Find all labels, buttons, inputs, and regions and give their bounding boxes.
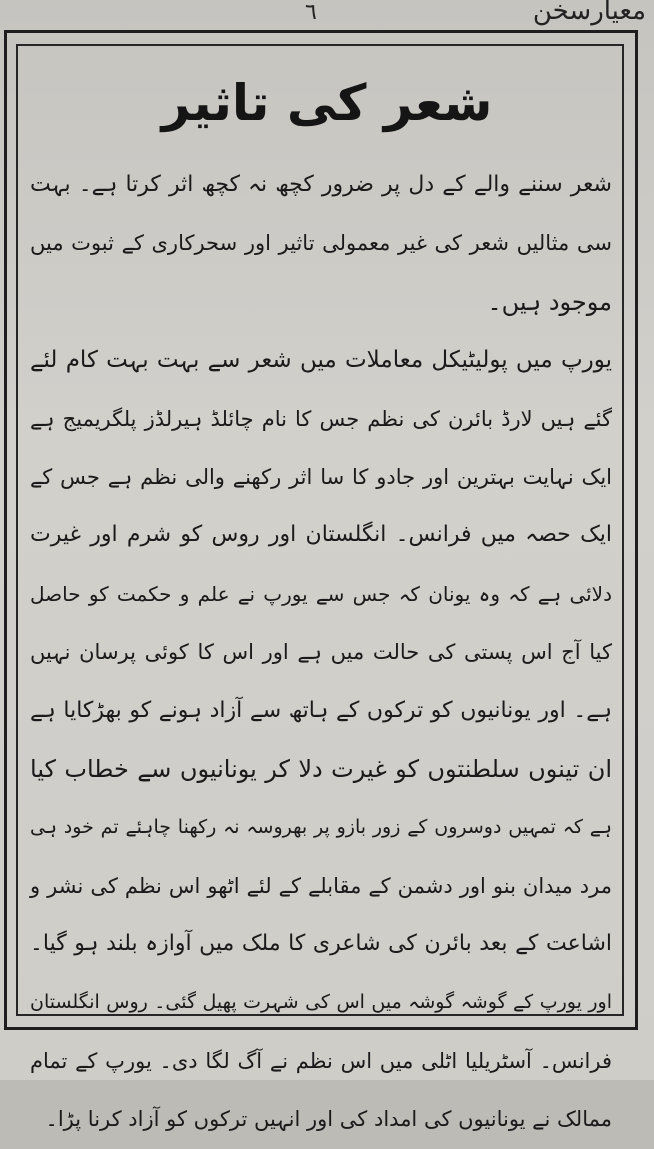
text-line: گئے ہیں لارڈ بائرن کی نظم جس کا نام چائلڈ ہیرلڈز پلگریمیج ہے [30,406,612,431]
text-line: موجود ہیں۔ [487,287,612,316]
text-line: شعر سننے والے کے دل پر ضرور کچھ نہ کچھ اثر کرتا ہے۔ بہت [30,172,612,197]
text-line: ممالک نے یونانیوں کی امداد کی اور انہیں ترکوں کو آزاد کرنا پڑا۔ [45,1107,612,1132]
article-body [30,156,612,1149]
running-head: معیارسخن [532,0,646,26]
text-line: ایک حصہ میں فرانس۔ انگلستان اور روس کو شرم اور غیرت [30,522,612,548]
text-line: اشاعت کے بعد بائرن کی شاعری کا ملک میں آوازہ بلند ہو گیا۔ [30,931,612,957]
page-header [0,0,654,30]
page-number: ٦ [305,0,317,25]
paragraph-2 [30,331,612,1148]
text-line: سی مثالیں شعر کی غیر معمولی تاثیر اور سحرکاری کے ثبوت میں [30,231,612,256]
text-line: ہے کہ تمہیں دوسروں کے زور بازو پر بھروسہ نہ رکھنا چاہئے تم خود ہی [30,816,612,839]
text-line: فرانس۔ آسٹریلیا اٹلی میں اس نظم نے آگ لگا دی۔ یورپ کے تمام [30,1048,612,1073]
paragraph-1 [30,156,612,331]
article-title: شعر کی تاثیر [161,74,493,132]
text-line: یورپ میں پولیٹیکل معاملات میں شعر سے بہت بہت کام لئے [30,347,612,374]
text-line: مرد میدان بنو اور دشمن کے مقابلے کے لئے اٹھو اس نظم کی نشر و [30,873,612,898]
text-line: ان تینوں سلطنتوں کو غیرت دلا کر یونانیوں سے خطاب کیا [30,754,612,783]
text-line: دلائی ہے کہ وہ یونان کہ جس سے یورپ نے علم و حکمت کو حاصل [30,581,612,606]
text-line: ایک نہایت بہترین اور جادو کا سا اثر رکھنے والی نظم ہے جس کے [30,464,612,489]
text-line: ہے۔ اور یونانیوں کو ترکوں کے ہاتھ سے آزاد ہونے کو بھڑکایا ہے [30,697,612,723]
text-line: اور یورپ کے گوشہ گوشہ میں اس کی شہرت پھیل گئی۔ روس انگلستان [30,991,612,1014]
text-line: کیا آج اس پستی کی حالت میں ہے اور اس کا کوئی پرسان نہیں [30,640,612,665]
